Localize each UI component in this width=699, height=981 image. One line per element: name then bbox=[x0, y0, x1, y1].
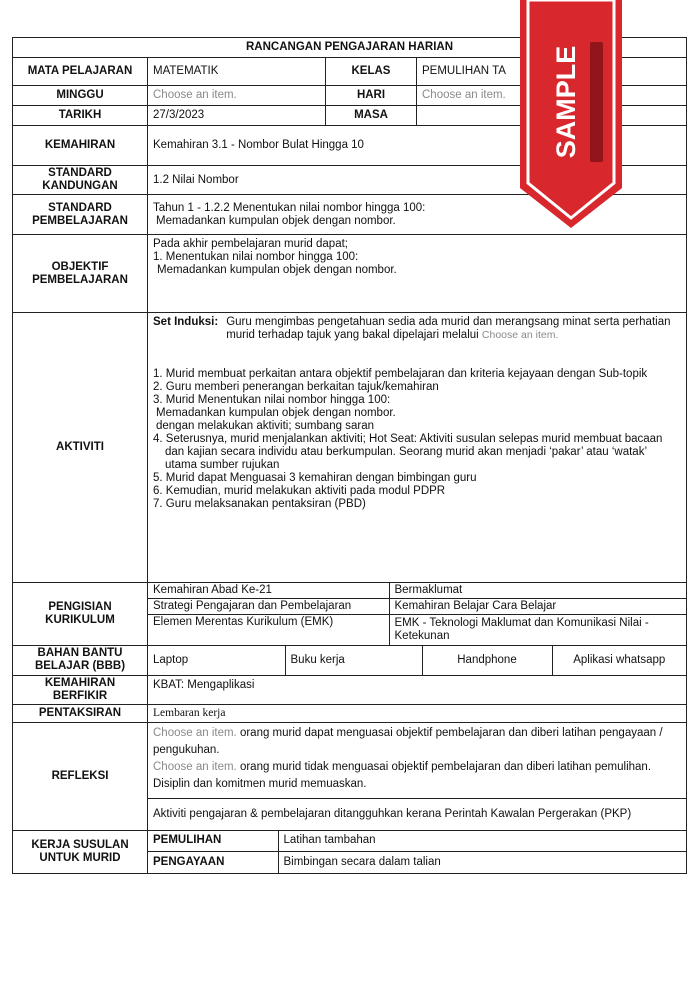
label-objektif: OBJEKTIF PEMBELAJARAN bbox=[13, 235, 148, 313]
label-masa: MASA bbox=[326, 106, 417, 126]
refleksi-text-2: orang murid tidak menguasai objektif pembelajaran dan diberi latihan pemulihan. Disiplin dan komitmen murid memuaskan. bbox=[153, 760, 652, 790]
kelas-text: PEMULIHAN TA bbox=[422, 65, 506, 77]
refleksi-dropdown-2[interactable]: Choose an item. bbox=[153, 760, 237, 773]
label-bbb: BAHAN BANTU BELAJAR (BBB) bbox=[13, 645, 148, 675]
aktiviti-step: 2. Guru memberi penerangan berkaitan tajuk/kemahiran bbox=[153, 381, 439, 393]
aktiviti-step: 3. Murid Menentukan nilai nombor hingga 100: bbox=[153, 394, 391, 406]
pengisian-table bbox=[148, 583, 686, 645]
pengisian-cell bbox=[148, 583, 687, 646]
kerja-susulan-table bbox=[148, 831, 686, 873]
label-kemahiran-berfikir: KEMAHIRAN BERFIKIR bbox=[13, 675, 148, 704]
aktiviti-step: Memadankan kumpulan objek dengan nombor. bbox=[156, 407, 396, 419]
aktiviti-step: 6. Kemudian, murid melakukan aktiviti pada modul PDPR bbox=[153, 485, 446, 497]
aktiviti-step: 4. Seterusnya, murid menjalankan aktiviti; Hot Seat: Aktiviti susulan selepas murid membuat bacaan dan kajian secara individu atau berkumpulan. Seorang murid akan menjadi ‘pakar’ atau ‘watak’ utama sumber rujukan bbox=[153, 433, 663, 471]
susulan-value[interactable]: Latihan tambahan bbox=[278, 831, 686, 852]
set-induksi bbox=[153, 316, 681, 342]
label-standard-pembelajaran: STANDARD PEMBELAJARAN bbox=[13, 195, 148, 235]
value-pentaksiran[interactable]: Lembaran kerja bbox=[148, 704, 687, 722]
label-hari: HARI bbox=[326, 86, 417, 106]
set-induksi-label: Set Induksi: bbox=[153, 316, 219, 328]
label-kerja-susulan: KERJA SUSULAN UNTUK MURID bbox=[13, 830, 148, 873]
value-standard-kandungan[interactable]: 1.2 Nilai Nombor bbox=[148, 166, 687, 195]
label-pengisian: PENGISIAN KURIKULUM bbox=[13, 583, 148, 646]
refleksi-dropdown-1[interactable]: Choose an item. bbox=[153, 726, 237, 739]
value-kemahiran[interactable]: Kemahiran 3.1 - Nombor Bulat Hingga 10 bbox=[148, 126, 687, 166]
susulan-type: PEMULIHAN bbox=[148, 831, 278, 852]
pengisian-key[interactable]: Elemen Merentas Kurikulum (EMK) bbox=[148, 615, 389, 645]
obj-line-2: 1. Menentukan nilai nombor hingga 100: bbox=[153, 251, 359, 263]
aktiviti-step: 5. Murid dapat Menguasai 3 kemahiran dengan bimbingan guru bbox=[153, 472, 477, 484]
bbb-item[interactable]: Laptop bbox=[148, 646, 285, 675]
hari-dropdown[interactable]: Choose an item. bbox=[417, 86, 687, 106]
pengisian-value[interactable]: Bermaklumat bbox=[389, 583, 686, 599]
label-pentaksiran: PENTAKSIRAN bbox=[13, 704, 148, 722]
bbb-item[interactable]: Buku kerja bbox=[285, 646, 422, 675]
minggu-dropdown[interactable]: Choose an item. bbox=[148, 86, 326, 106]
susulan-type: PENGAYAAN bbox=[148, 852, 278, 873]
refleksi-pkp[interactable]: Aktiviti pengajaran & pembelajaran ditangguhkan kerana Perintah Kawalan Pergerakan (PKP) bbox=[148, 798, 687, 830]
obj-line-1: Pada akhir pembelajaran murid dapat; bbox=[153, 238, 348, 250]
sp-line-2: Memadankan kumpulan objek dengan nombor. bbox=[156, 214, 396, 227]
pengisian-key[interactable]: Strategi Pengajaran dan Pembelajaran bbox=[148, 599, 389, 615]
set-induksi-dropdown[interactable]: Choose an item. bbox=[481, 329, 559, 341]
document-title: RANCANGAN PENGAJARAN HARIAN bbox=[13, 38, 687, 58]
label-minggu: MINGGU bbox=[13, 86, 148, 106]
pengisian-key[interactable]: Kemahiran Abad Ke-21 bbox=[148, 583, 389, 599]
pengisian-value[interactable]: EMK - Teknologi Maklumat dan Komunikasi Nilai - Ketekunan bbox=[389, 615, 686, 645]
sample-watermark-ribbon bbox=[520, 0, 622, 228]
refleksi-line-2 bbox=[153, 759, 681, 793]
set-induksi-text bbox=[226, 316, 681, 342]
kerja-susulan-cell bbox=[148, 830, 687, 873]
pengisian-value[interactable]: Kemahiran Belajar Cara Belajar bbox=[389, 599, 686, 615]
label-refleksi: REFLEKSI bbox=[13, 722, 148, 830]
sp-line-1: Tahun 1 - 1.2.2 Menentukan nilai nombor hingga 100: bbox=[153, 201, 426, 214]
refleksi-body[interactable] bbox=[148, 722, 687, 798]
refleksi-text-1: orang murid dapat menguasai objektif pembelajaran dan diberi latihan pengayaan / pengukuhan. bbox=[153, 726, 663, 756]
aktiviti-step: 7. Guru melaksanakan pentaksiran (PBD) bbox=[153, 498, 366, 510]
value-mata-pelajaran[interactable]: MATEMATIK bbox=[148, 58, 326, 86]
label-aktiviti: AKTIVITI bbox=[13, 313, 148, 583]
sample-watermark-text: SAMPLE bbox=[551, 45, 581, 159]
value-objektif[interactable] bbox=[148, 235, 687, 313]
bbb-item[interactable]: Aplikasi whatsapp bbox=[573, 653, 666, 666]
aktiviti-step: dengan melakukan aktiviti; sumbang saran bbox=[156, 420, 374, 432]
set-induksi-desc: Guru mengimbas pengetahuan sedia ada murid dan merangsang minat serta perhatian murid terhadap tajuk yang bakal dipelajari melalui bbox=[226, 316, 671, 341]
value-aktiviti[interactable] bbox=[148, 313, 687, 583]
label-kemahiran: KEMAHIRAN bbox=[13, 126, 148, 166]
bbb-cell bbox=[148, 645, 687, 675]
susulan-value[interactable]: Bimbingan secara dalam talian bbox=[278, 852, 686, 873]
value-kemahiran-berfikir[interactable]: KBAT: Mengaplikasi bbox=[148, 675, 687, 704]
refleksi-line-1 bbox=[153, 725, 681, 759]
obj-line-3: Memadankan kumpulan objek dengan nombor. bbox=[157, 264, 397, 276]
value-tarikh[interactable]: 27/3/2023 bbox=[148, 106, 326, 126]
label-standard-kandungan: STANDARD KANDUNGAN bbox=[13, 166, 148, 195]
label-kelas: KELAS bbox=[326, 58, 417, 86]
spacer bbox=[153, 342, 681, 368]
label-mata-pelajaran: MATA PELAJARAN bbox=[13, 58, 148, 86]
aktiviti-step: 1. Murid membuat perkaitan antara objektif pembelajaran dan kriteria kejayaan dengan Sub-topik bbox=[153, 368, 648, 380]
bbb-table bbox=[148, 646, 686, 675]
label-tarikh: TARIKH bbox=[13, 106, 148, 126]
bbb-item[interactable]: Handphone bbox=[422, 646, 552, 675]
